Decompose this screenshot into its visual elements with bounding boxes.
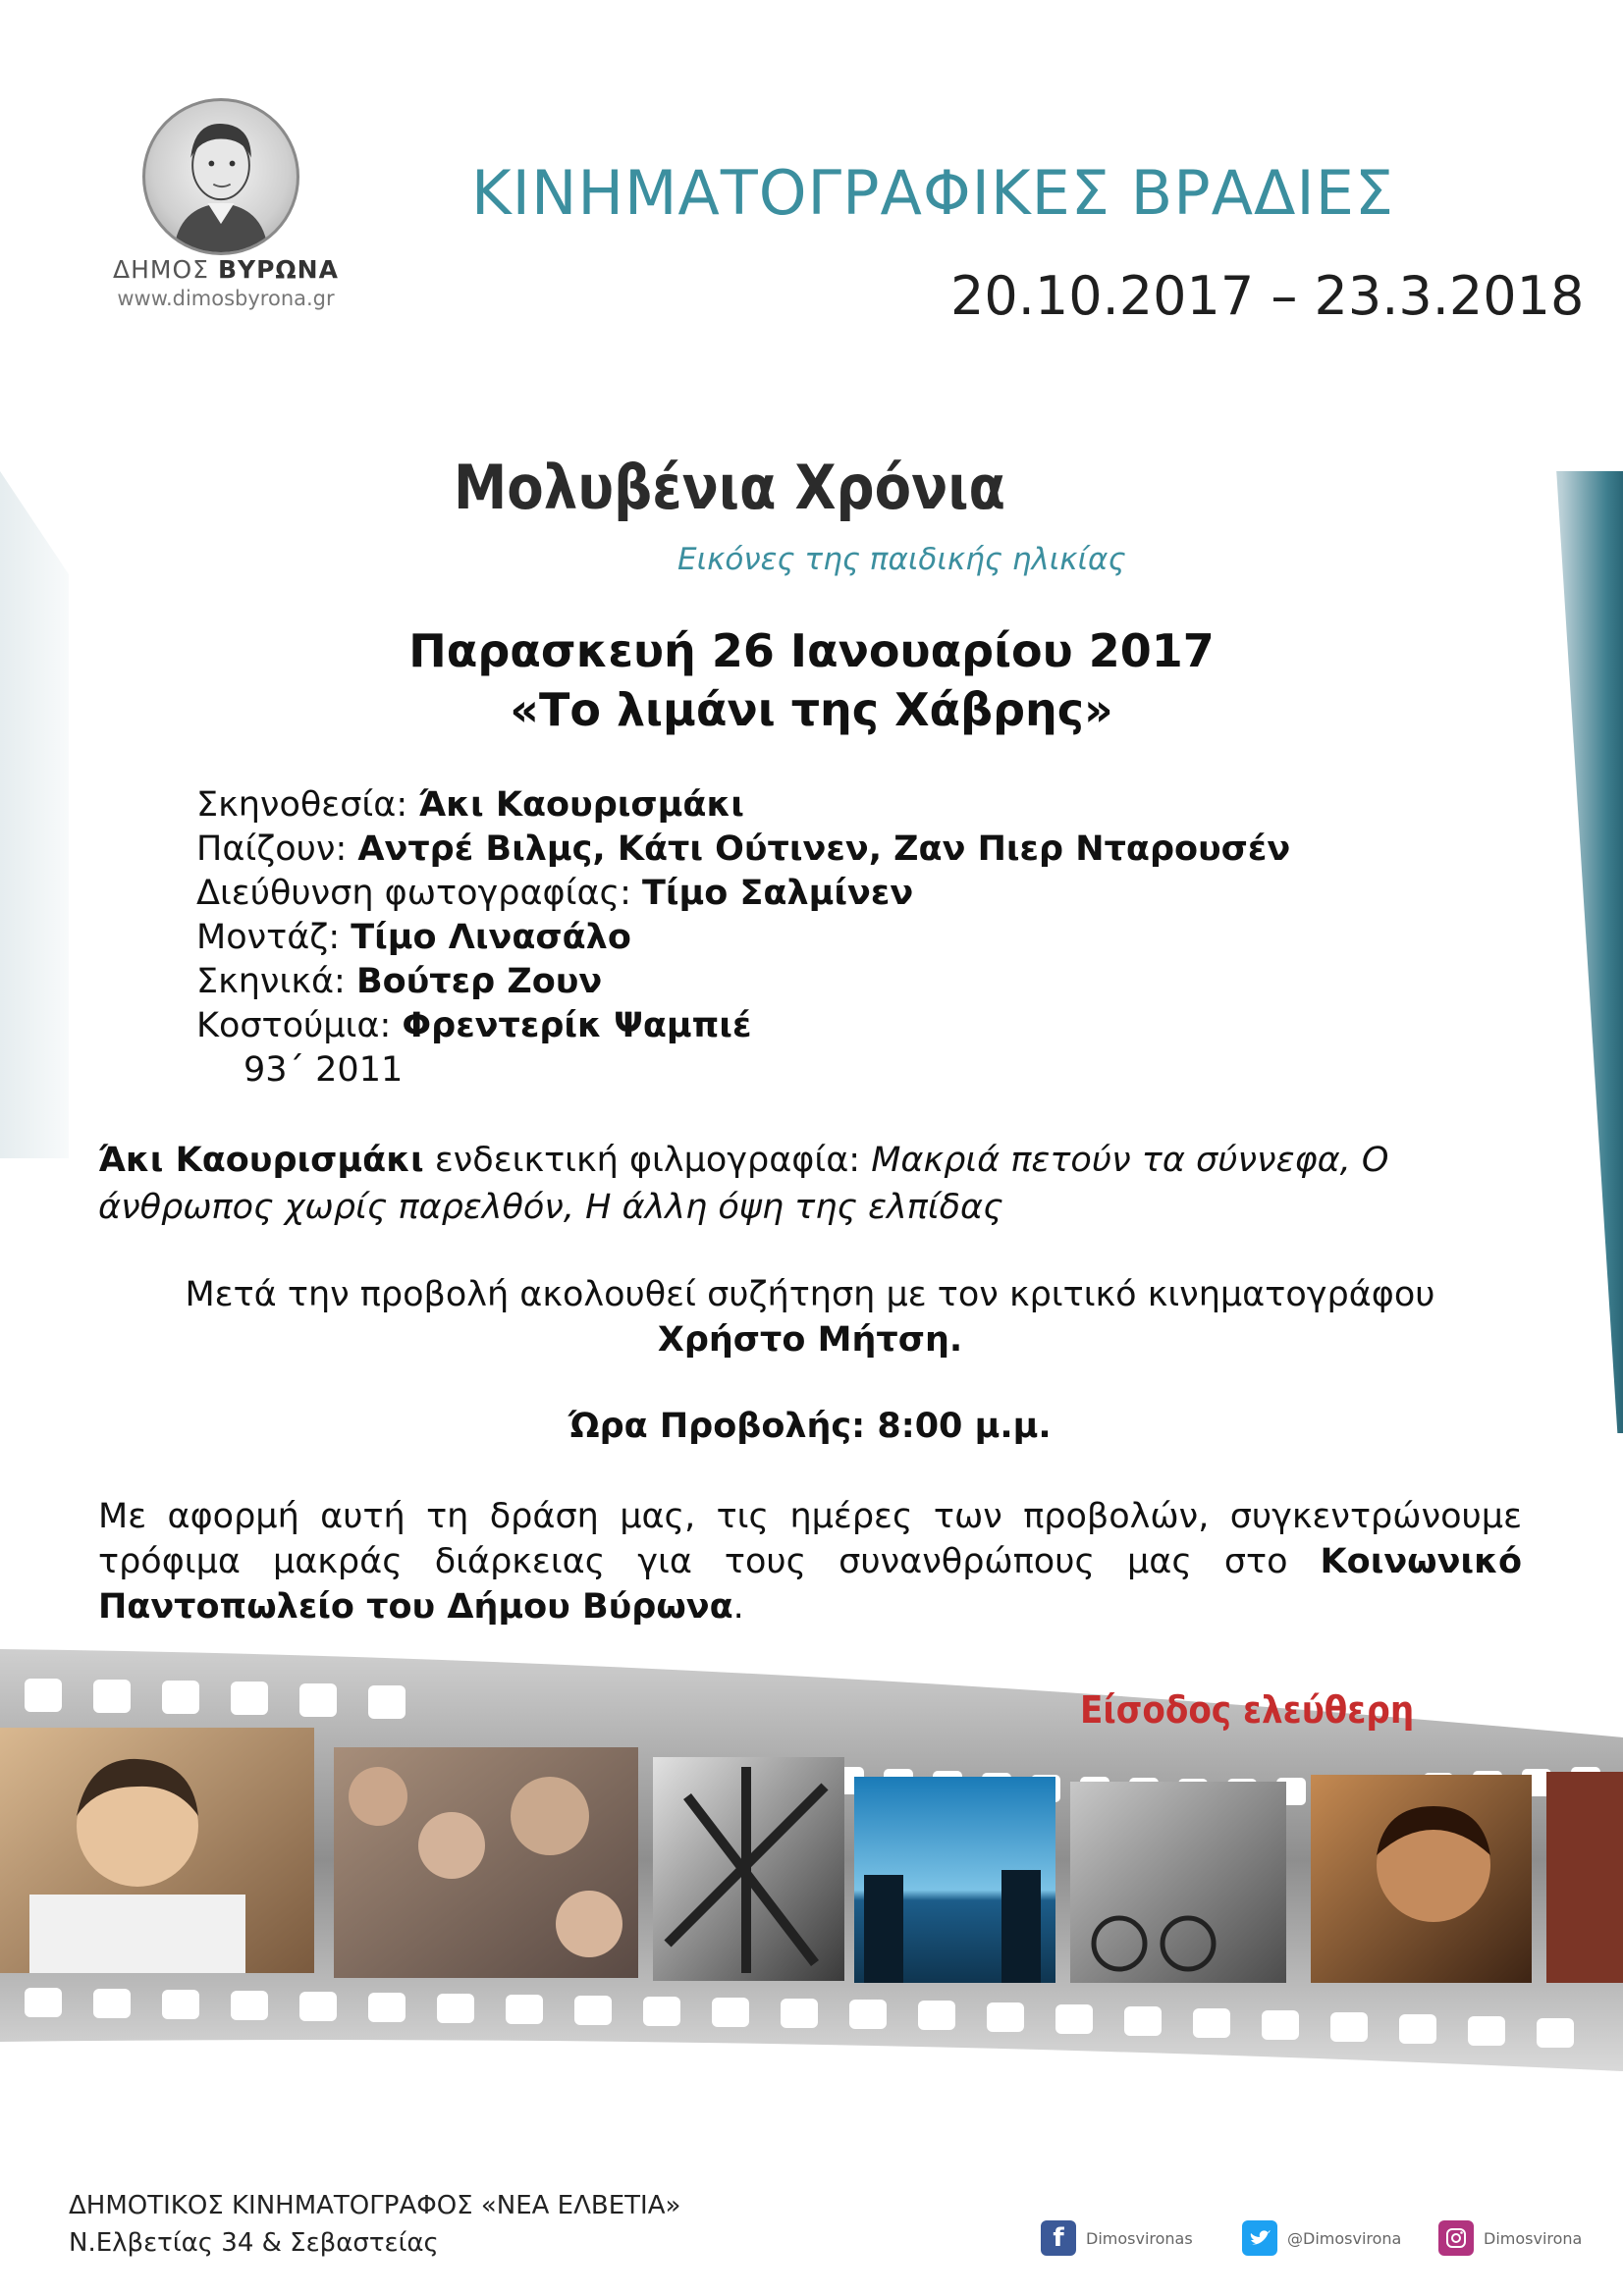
credit-line: Παίζουν: Αντρέ Βιλμς, Κάτι Ούτινεν, Ζαν Πιερ Νταρουσέν [196,829,1291,869]
credit-line: Σκηνικά: Βούτερ Ζουν [196,962,603,1001]
credit-line: Διεύθυνση φωτογραφίας: Τίμο Σαλμίνεν [196,874,914,913]
twitter-link[interactable]: @Dimosvirona [1242,2220,1401,2256]
venue-name: ΔΗΜΟΤΙΚΟΣ ΚΙΝΗΜΑΤΟΓΡΑΦΟΣ «ΝΕΑ ΕΛΒΕΤΙΑ» [69,2191,681,2220]
film-title: «Το λιμάνι της Χάβρης» [510,683,1113,736]
venue-address: Ν.Ελβετίας 34 & Σεβαστείας [69,2228,439,2258]
credit-line: Κοστούμια: Φρεντερίκ Ψαμπιέ [196,1006,752,1045]
twitter-icon [1242,2220,1277,2256]
left-decorative-band [0,471,69,1158]
municipality-name: ΔΗΜΟΣ ΒΥΡΩΝΑ [113,255,339,284]
credit-line: Σκηνοθεσία: Άκι Καουρισμάκι [196,785,744,825]
facebook-link[interactable]: f Dimosvironas [1041,2220,1193,2256]
series-title: Μολυβένια Χρόνια [454,452,1005,523]
facebook-icon: f [1041,2220,1076,2256]
donation-paragraph: Με αφορμή αυτή τη δράση μας, τις ημέρες των προβολών, συγκεντρώνουμε τρόφιμα μακράς διάρκειας για τους συνανθρώπους μας στο Κοινωνικό Παντοπωλείο του Δήμου Βύρωνα. [98,1497,1522,1627]
runtime-year: 93΄ 2011 [243,1050,404,1090]
showtime: Ώρα Προβολής: 8:00 μ.μ. [568,1407,1052,1446]
series-subtitle: Εικόνες της παιδικής ηλικίας [677,542,1126,577]
director-filmography: Άκι Καουρισμάκι ενδεικτική φιλμογραφία: Μακριά πετούν τα σύννεφα, Ο άνθρωπος χωρίς παρελθόν, Η άλλη όψη της ελπίδας [98,1141,1389,1227]
screening-date: Παρασκευή 26 Ιανουαρίου 2017 [408,624,1215,677]
event-title: ΚΙΝΗΜΑΤΟΓΡΑΦΙΚΕΣ ΒΡΑΔΙΕΣ [471,157,1395,229]
free-entry-label: Είσοδος ελεύθερη [1080,1688,1415,1732]
film-credits [196,783,1290,1093]
municipality-url: www.dimosbyrona.gr [117,287,335,310]
instagram-link[interactable]: Dimosvirona [1438,2220,1582,2256]
critic-name: Χρήστο Μήτση. [657,1320,963,1360]
credit-line: Μοντάζ: Τίμο Λινασάλο [196,918,631,957]
event-dates: 20.10.2017 – 23.3.2018 [950,265,1585,327]
discussion-text: Μετά την προβολή ακολουθεί συζήτηση με τον κριτικό κινηματογράφου [185,1275,1435,1314]
instagram-icon [1438,2220,1474,2256]
byron-portrait-logo [142,98,299,255]
